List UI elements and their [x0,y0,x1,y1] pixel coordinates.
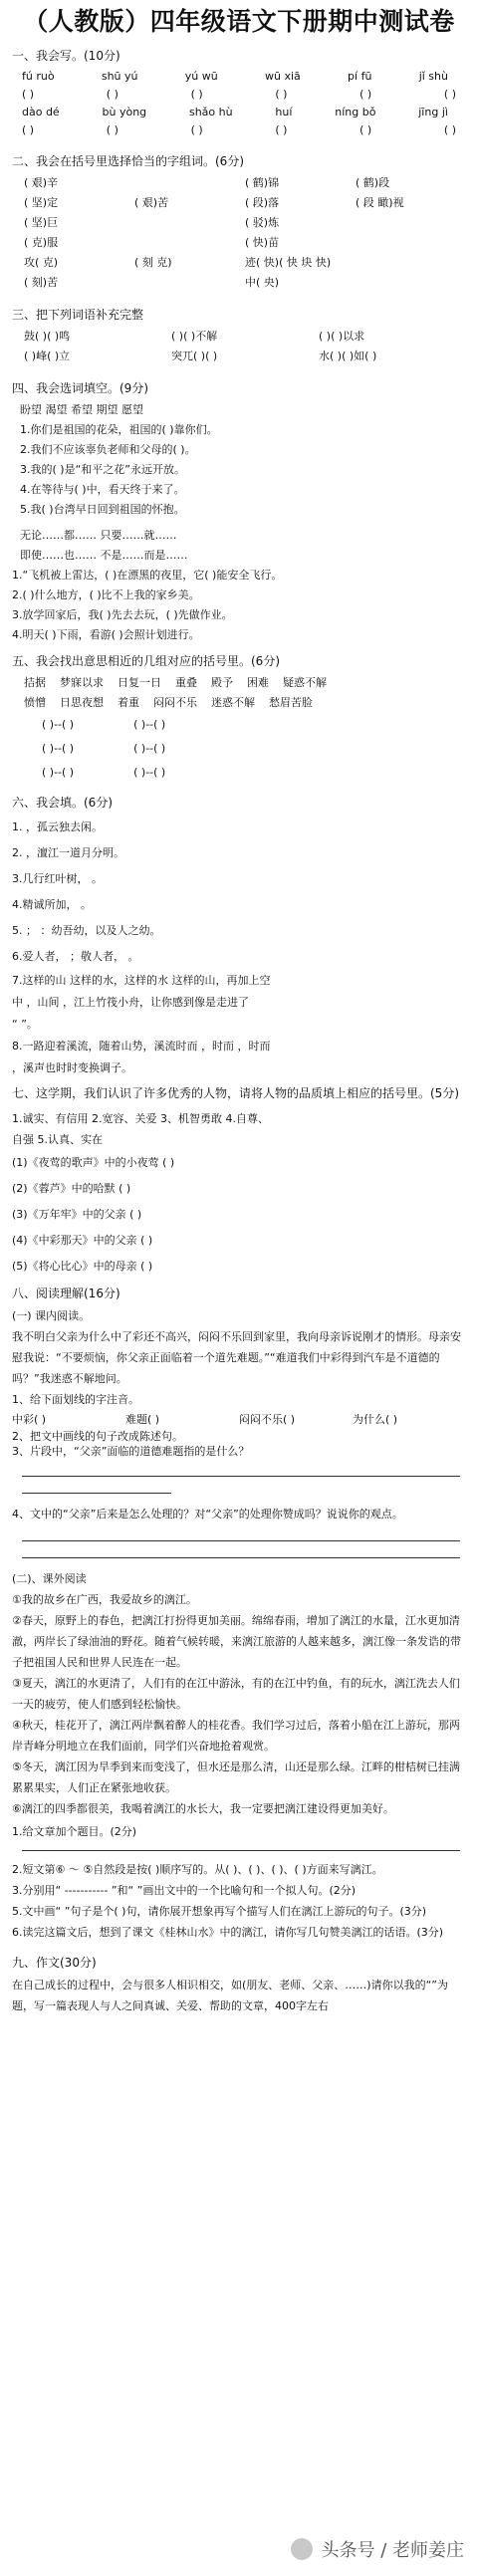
question: 1.给文章加个题目。(2分) [12,1825,137,1838]
fill-item: 3.几行红叶树， 。 [12,872,103,885]
section-2-row: ( 克)服 ( 快)苗 [24,236,280,249]
fill-item: 4.明天( )下雨，看游( )会照计划进行。 [12,628,200,641]
fill-item: 1.“飞机被上雷达，( )在漂黑的夜里，它( )能安全飞行。 [12,569,283,582]
passage-paragraph: ②春天，原野上的春色，把漓江打扮得更加美丽。绵绵春雨，增加了漓江的水量，江水更加清澈，两岸长了绿油油的野花。随着气候转暖，来漓江旅游的人越来越多，漓江像一条发诰的带子把祖国人民和世界人民连在一起。 [12,1614,461,1669]
match-item: (5)《将心比心》中的母亲 ( ) [12,1260,153,1273]
fill-item: 2.我们不应该辜负老师和父母的( )。 [20,443,196,456]
watermark: 头条号 / 老师姜庄 [291,2536,464,2562]
connective-options: 无论……都…… 只要……就…… [20,529,177,542]
pinyin-row-2 [12,104,466,121]
pinyin-item: fú ruò [22,70,55,83]
section-9-heading: 九、作文(30分) [12,1956,97,1970]
section-8-heading: 八、阅读理解(16分) [12,1287,120,1300]
question: 1、给下面划线的字注音。 [12,1393,139,1406]
section-2-row: ( 坚)巨 ( 驳)炼 [24,216,280,229]
pinyin-item: níng bǒ [335,106,376,118]
section-2-row: ( 艰)辛 ( 鹤)锦 ( 鹤)段 [24,176,390,189]
question: 4、文中的“父亲”后来是怎么处理的？对“父亲”的处理你赞成吗？说说你的观点。 [12,1508,403,1521]
pinyin-item: bù yòng [102,106,147,118]
match-item: (3)《万年牢》中的父亲 ( ) [12,1208,142,1221]
question: 6.读完这篇文后，想到了课文《桂林山水》中的漓江，请你写几句赞美漓江的话语。(3分) [12,1926,444,1939]
pinyin-item: pí fū [348,70,372,83]
section-4-heading: 四、我会选词填空。(9分) [12,381,148,395]
fill-item: ，溪声也时时变换调子。 [12,1061,132,1074]
passage-paragraph: ③夏天，漓江的水更清了，人们有的在江中游泳，有的在江中钓鱼，有的玩水，漓江洗去人们一天的疲劳，使人们感到轻松愉快。 [12,1677,460,1711]
section-7-heading: 七、这学期，我们认识了许多优秀的人物，请将人物的品质填上相应的括号里。(5分) [12,1086,460,1100]
section-3-row-1: 鼓( )( )鸣 ( )( )不解 ( )( )以求 [24,330,365,343]
question: 3.分别用“ ----------- ”和“ ”画出文中的一个比喻句和一个拟人句。(2分) [12,1884,357,1897]
fill-item: 中 ，山间 ，江上竹筏小舟，让你感到像是走进了 [12,996,249,1009]
answer-blank-row-1: ( ) ( ) ( ) ( ) ( ) ( ) [22,88,456,101]
section-2-heading: 二、我会在括号里选择恰当的字组词。(6分) [12,154,244,168]
pinyin-item: huí [275,106,293,118]
match-item: (4)《中彩那天》中的父亲 ( ) [12,1234,153,1247]
exam-page [0,6,478,2576]
section-6-heading: 六、我会填。(6分) [12,796,113,810]
fill-item: 4.在等待与( )中，看天终于来了。 [20,483,185,496]
question: 2、把文中画线的句子改成陈述句。 [12,1430,183,1443]
fill-item: 2.( )什么地方，( )比不上我的家乡美。 [12,588,200,601]
quality-options: 自强 5.认真、实在 [12,1133,103,1146]
pinyin-item: shū yú [101,70,138,83]
answer-line [22,1540,460,1541]
fill-item: 3.我的( )是“和平之花”永远开放。 [20,463,185,476]
section-3-heading: 三、把下列词语补充完整 [12,308,144,322]
section-2-row: ( 刻)苦 中( 央) [24,276,280,289]
pinyin-item: wū xiā [264,70,301,83]
section-2-row: ( 坚)定 ( 艰)苦 ( 段)落 ( 段 瞰)视 [24,196,404,209]
passage: 我不明白父亲为什么中了彩还不高兴，闷闷不乐回到家里，我向母亲诉说刚才的情形。母亲安慰我说：“不要烦恼，你父亲正面临着一个道先难题。”“难道我们中彩得到汽车是不道德的吗？”我迷惑不解地问。 [12,1330,461,1385]
fill-item: “ ”。 [12,1018,38,1031]
word-options: 盼望 渴望 希望 期望 愿望 [20,403,143,416]
connective-options: 即使……也…… 不是……而是…… [20,549,188,562]
quality-options: 1.诚实、有信用 2.宽容、关爱 3、机智勇敢 4.自尊、 [12,1112,269,1125]
fill-item: 4.精诚所加， 。 [12,898,92,911]
fill-item: 3.放学回家后，我( )先去去玩，( )先做作业。 [12,608,233,621]
match-item: (1)《夜莺的歌声》中的小夜莺 ( ) [12,1156,175,1169]
sub-heading: (一) 课内阅读。 [12,1309,91,1322]
answer-line [22,1557,460,1558]
author-avatar-icon [291,2538,313,2560]
fill-item: 7.这样的山 这样的水，这样的水 这样的山，再加上空 [12,974,271,987]
pinyin-item: shǎo hù [188,106,233,118]
section-3-row-2: ( )峰( )立 突兀( )( ) 水( )( )如( ) [24,350,377,362]
pinyin-item: jǐ shù [418,70,448,83]
section-5-heading: 五、我会找出意思相近的几组对应的括号里。(6分) [12,654,280,668]
pair-blanks: ( )--( ) ( )--( ) ( )--( ) ( )--( ) ( )--( ) ( )--( ) [42,718,166,779]
match-item: (2)《蓉芦》中的哈默 ( ) [12,1182,131,1195]
answer-blank-row-2: ( ) ( ) ( ) ( ) ( ) ( ) [22,123,456,136]
section-1-heading: 一、我会写。(10分) [12,49,120,63]
pinyin-blanks: 中彩( ) 难题( ) 闷闷不乐( ) 为什么( ) [12,1413,398,1426]
answer-line [22,1476,460,1477]
fill-item: 5.我( )台湾早日回到祖国的怀抱。 [20,503,185,516]
answer-line [22,1493,171,1494]
passage-paragraph: ④秋天，桂花开了，漓江两岸飘着醉人的桂花香。我们学习过后，落着小船在江上游玩，那两岸青峰分明地立在我们面前，同学们兴奋地抢着观赏。 [12,1719,460,1753]
pinyin-row-1 [12,68,466,86]
sub-heading: (二)、课外阅读 [12,1572,87,1585]
passage-paragraph: ⑥漓江的四季都很美，我喝着漓江的水长大，我一定要把漓江建设得更加美好。 [12,1802,394,1815]
pinyin-item: jīng jì [418,106,448,118]
word-bank-row-2: 愤憎 日思夜想 着重 闷闷不乐 迷惑不解 愁眉苦脸 [24,696,313,709]
question: 3、片段中，“父亲”面临的道德难题指的是什么？ [12,1445,250,1458]
fill-item: 1.你们是祖国的花朵，祖国的( )靠你们。 [20,423,218,436]
answer-line [22,1850,460,1851]
pinyin-item: dào dé [22,106,60,118]
passage-paragraph: ⑤冬天，漓江因为旱季到来而变浅了，但水还是那么清，山还是那么绿。江畔的柑桔树已挂满累累果实，人们正在紧张地收获。 [12,1760,460,1794]
fill-item: 1. ，孤云独去闲。 [12,820,103,833]
fill-item: 8.一路迎着溪流，随着山势，溪流时而 ，时而 ，时而 [12,1040,271,1053]
essay-prompt: 在自己成长的过程中，会与很多人相识相交，如(朋友、老师、父亲、……)请你以我的“”为题，写一篇表现人与人之间真诚、关爱、帮助的文章，400字左右 [12,1979,448,2012]
fill-item: 5. ； ：幼吾幼，以及人之幼。 [12,924,161,937]
passage-paragraph: ①我的故乡在广西，我爱故乡的漓江。 [12,1593,197,1606]
question: 2.短文第⑥ ～ ⑤自然段是按( )顺序写的。从( )、( )、( )、( )方面来写漓江。 [12,1863,383,1876]
word-bank-row-1: 拮据 梦寐以求 日复一日 重叠 殿予 困难 疑惑不解 [24,676,327,689]
question: 5.文中画“ ”句子是个( )句，请你展开想象再写个描写人们在漓江上游玩的句子。(3分) [12,1905,427,1918]
section-2-row: 攻( 克) ( 刻 克) 迹( 快)( 快 块 快) [24,256,332,269]
page-title: （人教版）四年级语文下册期中测试卷 [23,7,455,36]
fill-item: 6.爱人者， ；敬人者， 。 [12,950,139,963]
fill-item: 2. ，澶江一道月分明。 [12,846,124,859]
pinyin-item: yú wū [184,70,218,83]
